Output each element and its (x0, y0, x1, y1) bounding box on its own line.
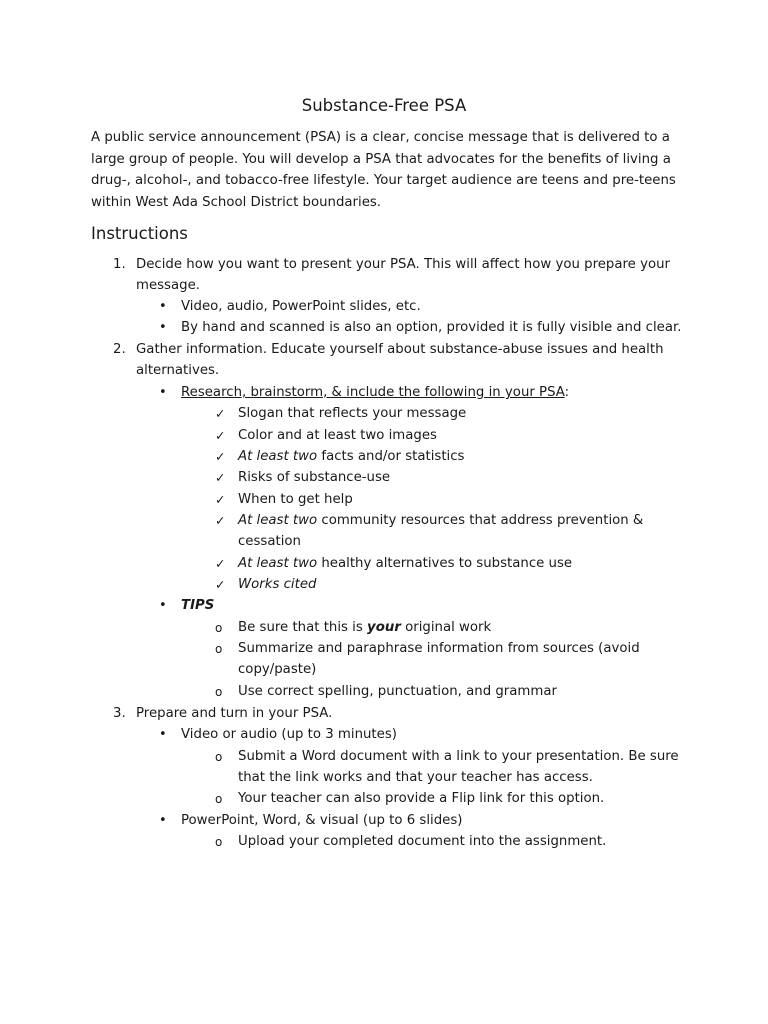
step-3-number: 3. (113, 706, 126, 721)
video-option-submit: Submit a Word document with a link to your presentation. Be sure (238, 749, 679, 764)
checkmark-icon: ✓ (215, 577, 226, 592)
facts-text: facts and/or statistics (317, 449, 465, 464)
checkmark-icon: ✓ (215, 449, 226, 464)
step-3-bullet-powerpoint: PowerPoint, Word, & visual (up to 6 slides) (181, 813, 463, 828)
step-1-text-cont: message. (136, 278, 200, 293)
research-colon: : (564, 385, 570, 400)
page-title: Substance-Free PSA (301, 96, 467, 115)
resources-text: community resources that address prevention & (317, 513, 644, 528)
video-option-flip: Your teacher can also provide a Flip link for this option. (238, 791, 605, 806)
circle-bullet-icon: o (215, 621, 223, 635)
circle-bullet-icon: o (215, 642, 223, 656)
bullet-icon: • (159, 320, 167, 335)
check-item-works-cited: Works cited (238, 577, 317, 592)
step-1-bullet-1: Video, audio, PowerPoint slides, etc. (181, 299, 421, 314)
emphasis-at-least-two: At least two (238, 556, 318, 571)
check-item-resources-cont: cessation (238, 534, 301, 549)
step-3-text: Prepare and turn in your PSA. (136, 706, 333, 721)
checkmark-icon: ✓ (215, 513, 226, 528)
check-item-alternatives (238, 553, 572, 574)
step-3-bullet-video: Video or audio (up to 3 minutes) (181, 727, 397, 742)
check-item-risks: Risks of substance-use (238, 470, 391, 485)
tips-label: TIPS (181, 598, 215, 613)
checkmark-icon: ✓ (215, 492, 226, 507)
tip-original-work (238, 617, 491, 638)
bullet-icon: • (159, 385, 167, 400)
check-item-color: Color and at least two images (238, 428, 437, 443)
circle-bullet-icon: o (215, 835, 223, 849)
alternatives-text: healthy alternatives to substance use (317, 556, 573, 571)
checkmark-icon: ✓ (215, 470, 226, 485)
step-2-number: 2. (113, 342, 126, 357)
tip-1-c: original work (400, 620, 492, 635)
tip-summarize-cont: copy/paste) (238, 662, 317, 677)
checkmark-icon: ✓ (215, 428, 226, 443)
bullet-icon: • (159, 727, 167, 742)
instructions-heading: Instructions (91, 224, 188, 243)
circle-bullet-icon: o (215, 750, 223, 764)
check-item-slogan: Slogan that reflects your message (238, 406, 467, 421)
emphasis-at-least-two: At least two (238, 513, 318, 528)
powerpoint-option-upload: Upload your completed document into the assignment. (238, 834, 607, 849)
step-2-text-cont: alternatives. (136, 363, 220, 378)
check-item-help: When to get help (238, 492, 353, 507)
circle-bullet-icon: o (215, 792, 223, 806)
emphasis-at-least-two: At least two (238, 449, 318, 464)
check-item-resources (238, 510, 643, 531)
research-bullet (181, 382, 569, 403)
check-item-facts (238, 446, 465, 467)
bullet-icon: • (159, 813, 167, 828)
bullet-icon: • (159, 299, 167, 314)
tip-spelling: Use correct spelling, punctuation, and grammar (238, 684, 557, 699)
checkmark-icon: ✓ (215, 406, 226, 421)
tip-summarize: Summarize and paraphrase information from sources (avoid (238, 641, 640, 656)
circle-bullet-icon: o (215, 685, 223, 699)
checkmark-icon: ✓ (215, 556, 226, 571)
intro-paragraph: A public service announcement (PSA) is a clear, concise message that is delivered to a large group of people. You will develop a PSA that advocates for the benefits of living a drug-, alcohol-, and tobacco-free lifestyle. Your target audience are teens and pre-teens within West Ada School District boundaries. (91, 130, 676, 210)
step-1-text: Decide how you want to present your PSA. This will affect how you prepare your (136, 257, 670, 272)
tip-1-a: Be sure that this is (238, 620, 368, 635)
step-1-bullet-2: By hand and scanned is also an option, provided it is fully visible and clear. (181, 320, 682, 335)
bullet-icon: • (159, 598, 167, 613)
step-2-text: Gather information. Educate yourself about substance-abuse issues and health (136, 342, 664, 357)
video-option-submit-cont: that the link works and that your teacher has access. (238, 770, 593, 785)
research-label: Research, brainstorm, & include the following in your PSA (181, 385, 565, 400)
step-1-number: 1. (113, 257, 126, 272)
tip-1-your: your (367, 620, 401, 635)
